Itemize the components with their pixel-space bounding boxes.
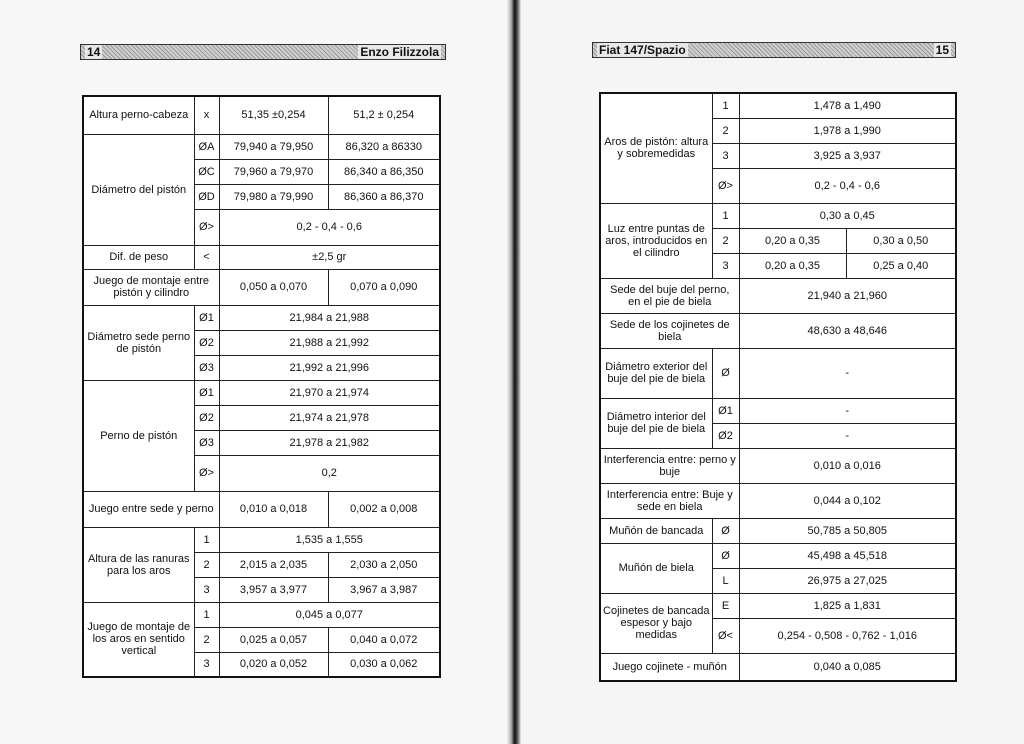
- perno-3-value: 21,978 a 21,982: [219, 430, 440, 455]
- sede-2-value: 21,988 a 21,992: [219, 330, 440, 355]
- peso-value: ±2,5 gr: [219, 245, 440, 269]
- perno-1-value: 21,970 a 21,974: [219, 380, 440, 405]
- ranuras-1-value: 1,535 a 1,555: [219, 527, 440, 552]
- ranuras-3-value-1: 3,957 a 3,977: [219, 577, 328, 602]
- table-row: [83, 245, 440, 269]
- left-page-author: Enzo Filizzola: [360, 45, 439, 59]
- munon-biela-label: Muñón de biela: [600, 543, 712, 593]
- diametro-piston-label: Diámetro del pistón: [83, 134, 194, 245]
- vertical-2-value-1: 0,025 a 0,057: [219, 627, 328, 652]
- sede-perno-label: Diámetro sede perno de pistón: [83, 305, 194, 380]
- table-row: [83, 305, 440, 330]
- right-spec-table: [599, 92, 957, 682]
- peso-label: Dif. de peso: [83, 245, 194, 269]
- table-row: [83, 134, 440, 159]
- juego-vertical-label: Juego de montaje de los aros en sentido vertical: [83, 602, 194, 677]
- diametro-oversize-symbol: Ø>: [194, 209, 219, 245]
- luz-2-value-2: 0,30 a 0,50: [846, 228, 956, 253]
- munon-biela-2-value: 26,975 a 27,025: [739, 568, 956, 593]
- table-row: [600, 653, 956, 681]
- diametro-oversize-value: 0,2 - 0,4 - 0,6: [219, 209, 440, 245]
- table-row: [600, 398, 956, 423]
- table-row: [83, 269, 440, 305]
- ranuras-3-value-2: 3,967 a 3,987: [328, 577, 440, 602]
- munon-biela-1-value: 45,498 a 45,518: [739, 543, 956, 568]
- vertical-2-value-2: 0,040 a 0,072: [328, 627, 440, 652]
- sede-1-value: 21,984 a 21,988: [219, 305, 440, 330]
- diametro-d-value-2: 86,360 a 86,370: [328, 184, 440, 209]
- table-row: [83, 602, 440, 627]
- luz-2-value-1: 0,20 a 0,35: [739, 228, 846, 253]
- diametro-a-value-1: 79,940 a 79,950: [219, 134, 328, 159]
- diametro-d-value-1: 79,980 a 79,990: [219, 184, 328, 209]
- perno-2-symbol: Ø2: [194, 405, 219, 430]
- juego-sede-label: Juego entre sede y perno: [83, 491, 219, 527]
- peso-symbol: <: [194, 245, 219, 269]
- table-row: [600, 543, 956, 568]
- vertical-3-value-1: 0,020 a 0,052: [219, 652, 328, 677]
- cojinetes-bancada-2-value: 0,254 - 0,508 - 0,762 - 1,016: [739, 618, 956, 653]
- ranuras-3-symbol: 3: [194, 577, 219, 602]
- luz-3-value-1: 0,20 a 0,35: [739, 253, 846, 278]
- cojinetes-bancada-label: Cojinetes de bancada espesor y bajo medidas: [600, 593, 712, 653]
- table-row: [83, 96, 440, 134]
- vertical-2-symbol: 2: [194, 627, 219, 652]
- aros-2-value: 1,978 a 1,990: [739, 118, 956, 143]
- right-page-header: [592, 42, 956, 58]
- juego-cojinete-value: 0,040 a 0,085: [739, 653, 956, 681]
- book-spine: [507, 0, 521, 744]
- bancada-value: 50,785 a 50,805: [739, 518, 956, 543]
- diametro-c-value-2: 86,340 a 86,350: [328, 159, 440, 184]
- table-row: [600, 313, 956, 348]
- sede-3-symbol: Ø3: [194, 355, 219, 380]
- bancada-symbol: Ø: [712, 518, 739, 543]
- perno-oversize-symbol: Ø>: [194, 455, 219, 491]
- diam-ext-label: Diámetro exterior del buje del pie de biela: [600, 348, 712, 398]
- perno-2-value: 21,974 a 21,978: [219, 405, 440, 430]
- perno-piston-label: Perno de pistón: [83, 380, 194, 491]
- altura-label: Altura perno-cabeza: [83, 96, 194, 134]
- vertical-3-symbol: 3: [194, 652, 219, 677]
- cojinetes-bancada-1-value: 1,825 a 1,831: [739, 593, 956, 618]
- altura-symbol: x: [194, 96, 219, 134]
- sede-3-value: 21,992 a 21,996: [219, 355, 440, 380]
- diametro-d-symbol: ØD: [194, 184, 219, 209]
- left-page-number: 14: [87, 45, 101, 59]
- table-row: [83, 380, 440, 405]
- diametro-a-symbol: ØA: [194, 134, 219, 159]
- luz-3-value-2: 0,25 a 0,40: [846, 253, 956, 278]
- diametro-a-value-2: 86,320 a 86330: [328, 134, 440, 159]
- buje-pie-label: Sede del buje del perno, en el pie de biela: [600, 278, 739, 313]
- diametro-c-symbol: ØC: [194, 159, 219, 184]
- sede-2-symbol: Ø2: [194, 330, 219, 355]
- diam-ext-symbol: Ø: [712, 348, 739, 398]
- diam-int-1-symbol: Ø1: [712, 398, 739, 423]
- juego-sede-value-2: 0,002 a 0,008: [328, 491, 440, 527]
- luz-1-value: 0,30 a 0,45: [739, 203, 956, 228]
- juego-montaje-label: Juego de montaje entre pistón y cilindro: [83, 269, 219, 305]
- vertical-1-symbol: 1: [194, 602, 219, 627]
- vertical-3-value-2: 0,030 a 0,062: [328, 652, 440, 677]
- altura-value-2: 51,2 ± 0,254: [328, 96, 440, 134]
- cojinetes-bancada-1-symbol: E: [712, 593, 739, 618]
- table-row: [600, 93, 956, 118]
- juego-cojinete-label: Juego cojinete - muñón: [600, 653, 739, 681]
- luz-2-symbol: 2: [712, 228, 739, 253]
- interferencia-buje-label: Interferencia entre: Buje y sede en biela: [600, 483, 739, 518]
- right-page-number: 15: [935, 43, 949, 57]
- table-row: [600, 203, 956, 228]
- juego-montaje-value-1: 0,050 a 0,070: [219, 269, 328, 305]
- perno-3-symbol: Ø3: [194, 430, 219, 455]
- vertical-1-value: 0,045 a 0,077: [219, 602, 440, 627]
- luz-label: Luz entre puntas de aros, introducidos en el cilindro: [600, 203, 712, 278]
- ranuras-2-value-1: 2,015 a 2,035: [219, 552, 328, 577]
- diam-ext-value: -: [739, 348, 956, 398]
- diam-int-2-value: -: [739, 423, 956, 448]
- aros-1-symbol: 1: [712, 93, 739, 118]
- juego-sede-value-1: 0,010 a 0,018: [219, 491, 328, 527]
- bancada-label: Muñón de bancada: [600, 518, 712, 543]
- aros-3-symbol: 3: [712, 143, 739, 168]
- ranuras-2-symbol: 2: [194, 552, 219, 577]
- luz-3-symbol: 3: [712, 253, 739, 278]
- luz-1-symbol: 1: [712, 203, 739, 228]
- diam-int-1-value: -: [739, 398, 956, 423]
- left-page-header: [80, 44, 446, 60]
- interferencia-label: Interferencia entre: perno y buje: [600, 448, 739, 483]
- diametro-c-value-1: 79,960 a 79,970: [219, 159, 328, 184]
- buje-pie-value: 21,940 a 21,960: [739, 278, 956, 313]
- diam-int-label: Diámetro interior del buje del pie de biela: [600, 398, 712, 448]
- munon-biela-1-symbol: Ø: [712, 543, 739, 568]
- ranuras-label: Altura de las ranuras para los aros: [83, 527, 194, 602]
- aros-2-symbol: 2: [712, 118, 739, 143]
- cojinetes-bancada-2-symbol: Ø<: [712, 618, 739, 653]
- aros-oversize-symbol: Ø>: [712, 168, 739, 203]
- interferencia-value: 0,010 a 0,016: [739, 448, 956, 483]
- table-row: [600, 278, 956, 313]
- cojinetes-value: 48,630 a 48,646: [739, 313, 956, 348]
- aros-3-value: 3,925 a 3,937: [739, 143, 956, 168]
- munon-biela-2-symbol: L: [712, 568, 739, 593]
- aros-label: Aros de pistón: altura y sobremedidas: [600, 93, 712, 203]
- aros-1-value: 1,478 a 1,490: [739, 93, 956, 118]
- perno-oversize-value: 0,2: [219, 455, 440, 491]
- altura-value-1: 51,35 ±0,254: [219, 96, 328, 134]
- diam-int-2-symbol: Ø2: [712, 423, 739, 448]
- juego-montaje-value-2: 0,070 a 0,090: [328, 269, 440, 305]
- ranuras-1-symbol: 1: [194, 527, 219, 552]
- table-row: [83, 527, 440, 552]
- sede-1-symbol: Ø1: [194, 305, 219, 330]
- cojinetes-label: Sede de los cojinetes de biela: [600, 313, 739, 348]
- left-spec-table: [82, 95, 441, 678]
- table-row: [600, 448, 956, 483]
- table-row: [600, 593, 956, 618]
- table-row: [600, 483, 956, 518]
- table-row: [83, 491, 440, 527]
- table-row: [600, 518, 956, 543]
- right-page-title: Fiat 147/Spazio: [599, 43, 686, 57]
- interferencia-buje-value: 0,044 a 0,102: [739, 483, 956, 518]
- ranuras-2-value-2: 2,030 a 2,050: [328, 552, 440, 577]
- aros-oversize-value: 0,2 - 0,4 - 0,6: [739, 168, 956, 203]
- perno-1-symbol: Ø1: [194, 380, 219, 405]
- table-row: [600, 348, 956, 398]
